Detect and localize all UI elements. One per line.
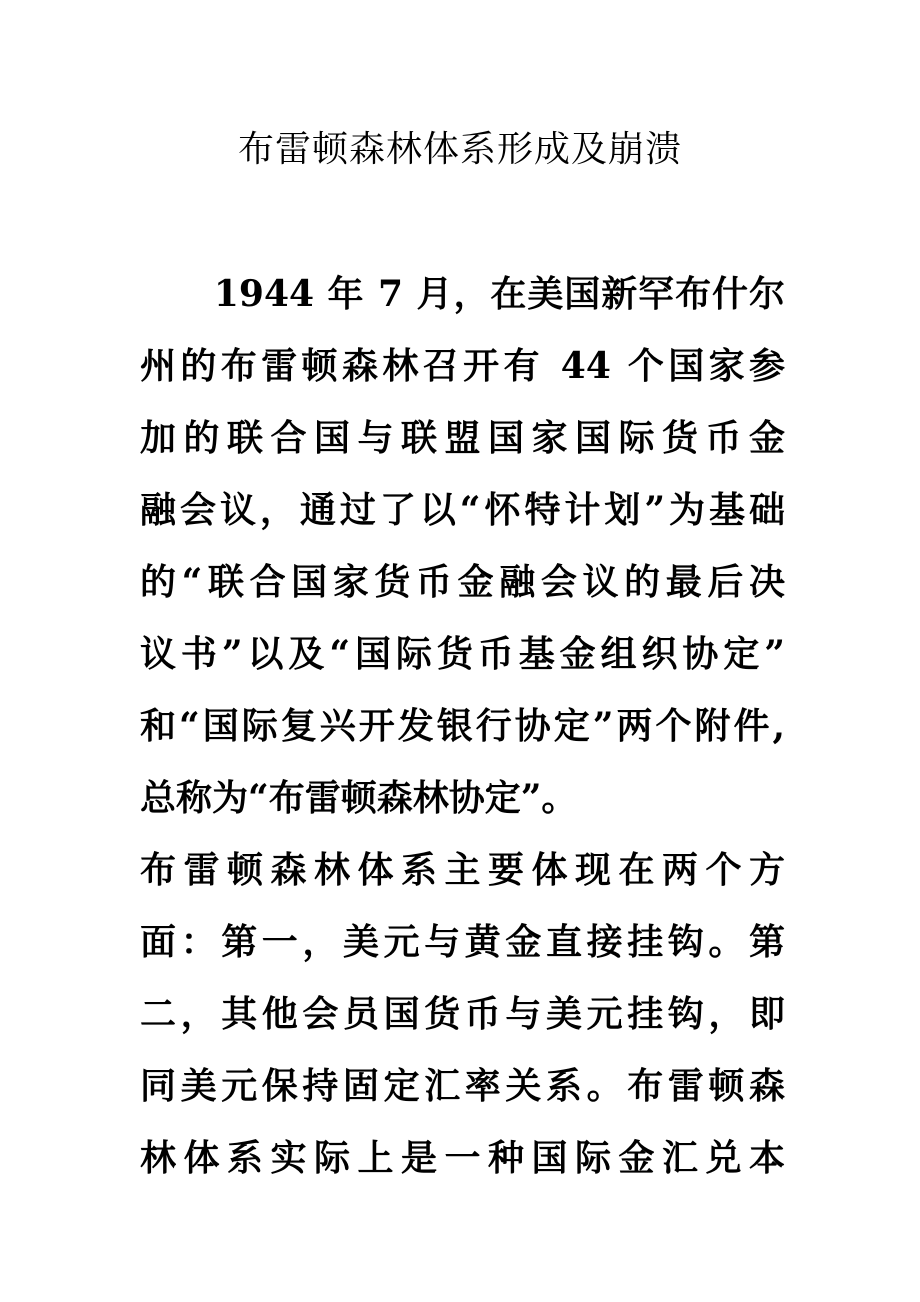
text-line: 融会议，通过了以“怀特计划”为基础 [140, 489, 785, 531]
document-title: 布雷顿森林体系形成及崩溃 [237, 129, 682, 170]
text-line: 二，其他会员国货币与美元挂钩，即 [140, 993, 785, 1035]
text-line: 同美元保持固定汇率关系。布雷顿森 [140, 1065, 785, 1107]
text-line: 总称为“布雷顿森林协定”。 [140, 777, 578, 819]
text-line: 面：第一，美元与黄金直接挂钩。第 [140, 921, 785, 963]
text-line: 1944 年 7 月，在美国新罕布什尔 [140, 273, 785, 315]
paragraph-1 [140, 258, 785, 834]
text-line: 议书”以及“国际货币基金组织协定” [140, 633, 785, 675]
text-line: 林体系实际上是一种国际金汇兑本 [140, 1137, 785, 1179]
text-line: 加的联合国与联盟国家国际货币金 [140, 417, 785, 459]
text-line: 和“国际复兴开发银行协定”两个附件, [140, 705, 785, 747]
paragraph-2 [140, 834, 785, 1194]
text-line: 的“联合国家货币金融会议的最后决 [140, 561, 785, 603]
text-line: 州的布雷顿森林召开有 44 个国家参 [140, 345, 785, 387]
text-line: 布雷顿森林体系主要体现在两个方 [140, 849, 785, 891]
